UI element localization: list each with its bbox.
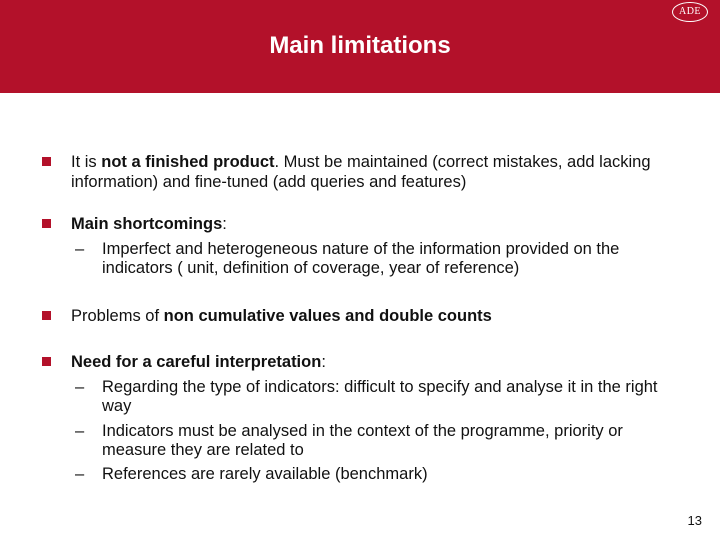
sub-bullet-text: Indicators must be analysed in the context of the programme, priority or measure they are related to [102,422,623,459]
sub-bullet-text: Regarding the type of indicators: difficult to specify and analyse it in the right way [102,378,658,415]
bullet-bold: non cumulative values and double counts [163,307,492,325]
dash-bullet-icon: – [75,465,85,483]
bullet-non-cumulative [42,306,682,326]
bullet-bold: not a finished product [101,153,275,171]
bullet-post: . Must be maintained (correct mistakes, add lacking information) and fine-tuned (add queries and features) [71,153,651,191]
sub-bullet-type-of-indicators [75,378,675,416]
bullet-bold: Main shortcomings [71,215,223,233]
bullet-text [71,352,682,372]
sub-bullet-text: Imperfect and heterogeneous nature of the information provided on the indicators ( unit, definition of coverage, year of reference) [102,240,620,277]
square-bullet-icon [42,311,51,320]
slide-title: Main limitations [269,32,451,59]
square-bullet-icon [42,157,51,166]
square-bullet-icon [42,219,51,228]
sub-bullet-imperfect-nature [75,240,675,278]
dash-bullet-icon: – [75,422,85,440]
page-number: 13 [687,513,702,528]
sub-bullet-context [75,422,675,460]
dash-bullet-icon: – [75,240,85,258]
sub-bullet-text: References are rarely available (benchmark) [102,465,428,483]
bullet-text [71,152,682,192]
sub-bullet-references [75,465,675,484]
bullet-text [71,306,682,326]
bullet-not-finished-product [42,152,682,192]
bullet-post: : [321,353,326,371]
ade-logo: ADE [672,2,708,22]
bullet-main-shortcomings [42,214,682,234]
bullet-careful-interpretation [42,352,682,372]
dash-bullet-icon: – [75,378,85,396]
bullet-pre: Problems of [71,307,164,325]
bullet-pre: It is [71,153,102,171]
bullet-bold: Need for a careful interpretation [71,353,322,371]
bullet-text [71,214,682,234]
bullet-post: : [222,215,227,233]
square-bullet-icon [42,357,51,366]
